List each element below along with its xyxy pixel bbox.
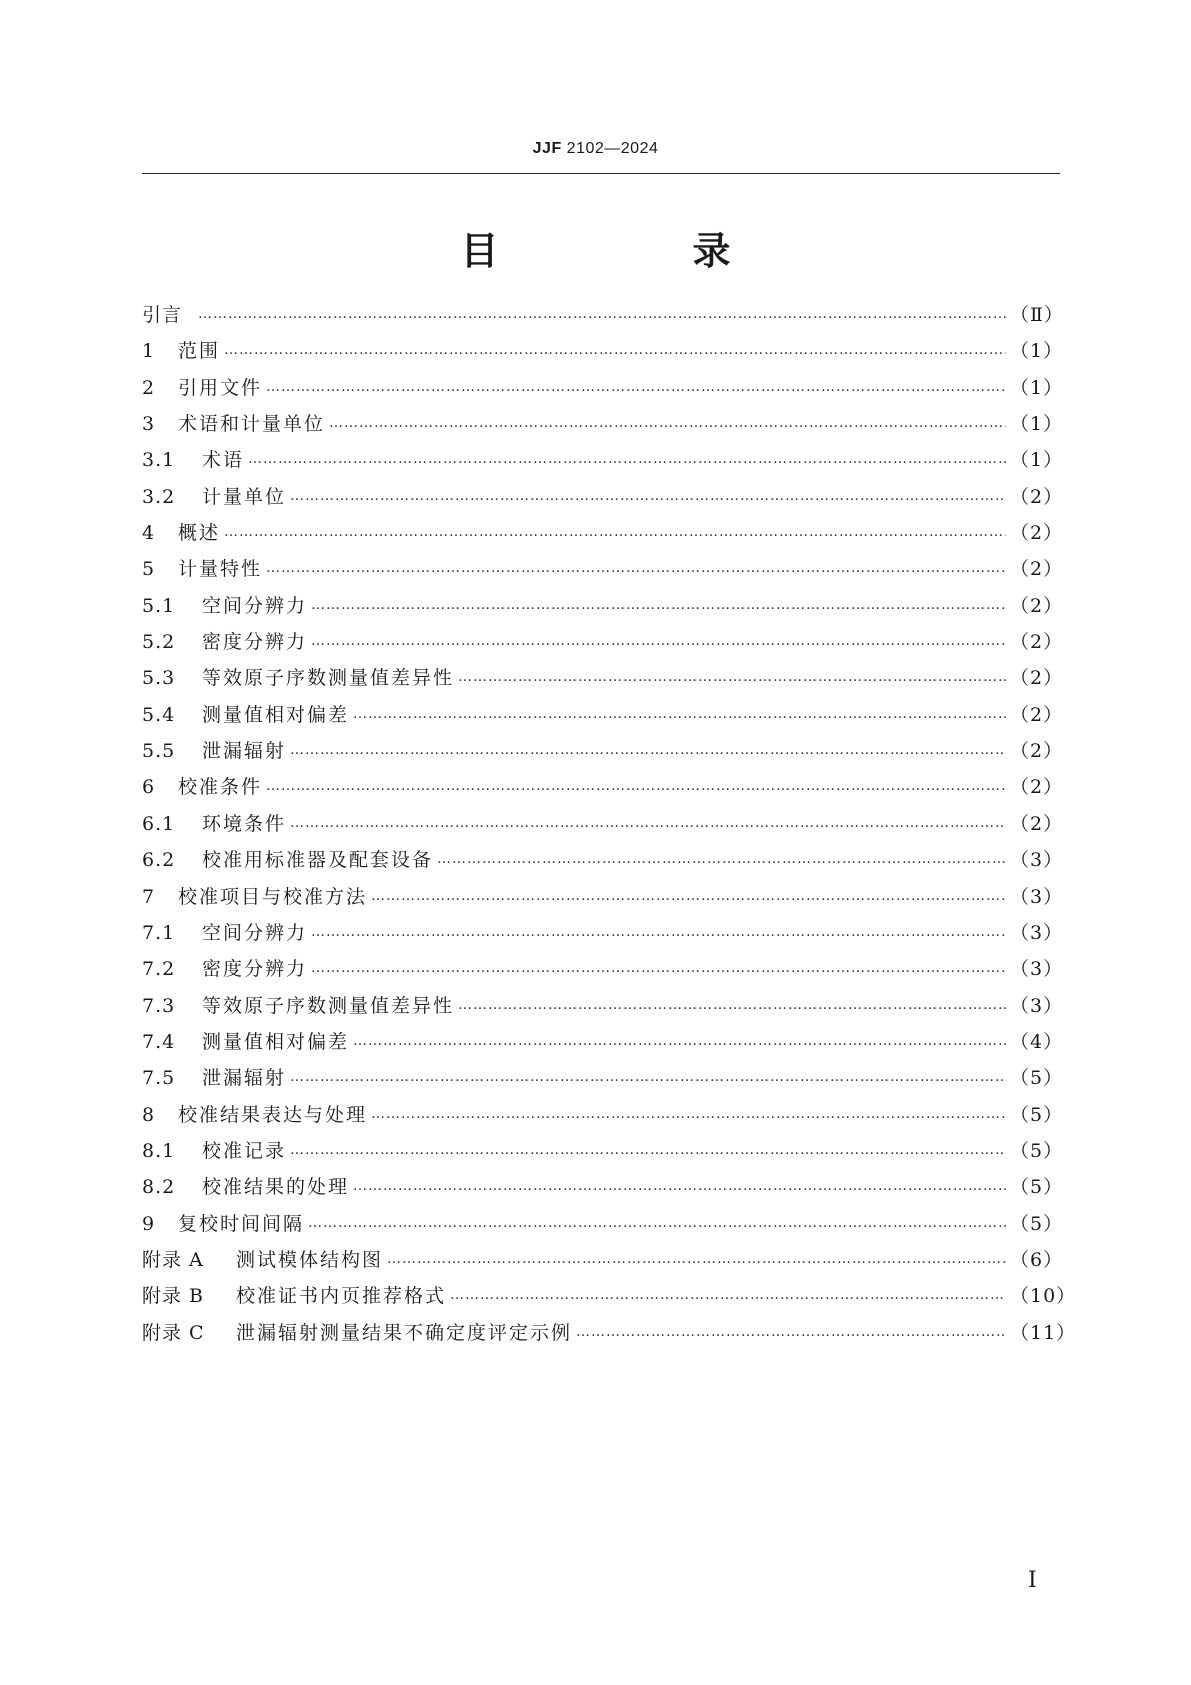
toc-leader-dots <box>311 924 1006 940</box>
toc-entry[interactable] <box>142 627 1064 663</box>
toc-entry[interactable] <box>142 300 1064 336</box>
toc-entry-number: 8.1 <box>142 1139 176 1162</box>
toc-entry-page: （2） <box>1010 522 1064 545</box>
toc-entry-label: 术语和计量单位 <box>178 413 326 436</box>
toc-entry-label: 术语 <box>202 449 245 472</box>
toc-leader-dots <box>224 524 1006 540</box>
toc-entry-number: 引言 <box>142 304 183 326</box>
toc-entry[interactable] <box>142 1027 1064 1063</box>
toc-entry-label: 计量单位 <box>202 485 287 508</box>
toc-entry-number: 6.1 <box>142 812 176 835</box>
toc-leader-dots <box>311 597 1006 613</box>
toc-entry-page: （5） <box>1010 1139 1064 1162</box>
document-code-number: 2102—2024 <box>566 140 659 157</box>
page-number: I <box>1028 1568 1037 1593</box>
toc-entry-page: （2） <box>1010 703 1064 726</box>
toc-leader-dots <box>311 633 1006 649</box>
toc-entry-label: 空间分辨力 <box>202 594 308 617</box>
toc-entry-number: 7.5 <box>142 1067 176 1090</box>
toc-leader-dots <box>266 560 1006 576</box>
toc-leader-dots <box>290 488 1006 504</box>
toc-leader-dots <box>248 451 1006 467</box>
toc-entry[interactable] <box>142 809 1064 845</box>
document-code <box>0 140 1191 158</box>
toc-entry-number: 附录 C <box>142 1321 205 1344</box>
toc-entry[interactable] <box>142 845 1064 881</box>
toc-leader-dots <box>290 1069 1006 1085</box>
toc-entry[interactable] <box>142 1245 1064 1281</box>
toc-entry-page: （2） <box>1010 558 1064 581</box>
toc-leader-dots <box>329 415 1006 431</box>
toc-entry[interactable] <box>142 1318 1077 1354</box>
toc-leader-dots <box>266 379 1006 395</box>
toc-entry-label: 校准证书内页推荐格式 <box>236 1285 447 1308</box>
toc-entry-number: 6.2 <box>142 849 176 872</box>
toc-entry-number: 7.1 <box>142 921 176 944</box>
toc-entry-page: （2） <box>1010 594 1064 617</box>
toc-entry[interactable] <box>142 663 1064 699</box>
toc-entry-page: （2） <box>1010 776 1064 799</box>
toc-entry[interactable] <box>142 1063 1064 1099</box>
toc-entry[interactable] <box>142 918 1064 954</box>
toc-leader-dots <box>458 669 1006 685</box>
toc-entry[interactable] <box>142 1172 1064 1208</box>
toc-entry-label: 等效原子序数测量值差异性 <box>202 667 455 690</box>
toc-entry[interactable] <box>142 1100 1064 1136</box>
toc-entry[interactable] <box>142 954 1064 990</box>
toc-entry-number: 5.5 <box>142 740 176 763</box>
toc-entry-number: 7.3 <box>142 994 176 1017</box>
toc-leader-dots <box>311 960 1006 976</box>
toc-entry[interactable] <box>142 591 1064 627</box>
toc-entry-page: （2） <box>1010 631 1064 654</box>
toc-entry-number: 3.2 <box>142 485 176 508</box>
toc-entry-label: 测试模体结构图 <box>236 1248 384 1271</box>
toc-entry-page: （5） <box>1010 1212 1064 1235</box>
toc-leader-dots <box>371 888 1006 904</box>
toc-entry-page: （3） <box>1010 921 1064 944</box>
toc-entry[interactable] <box>142 336 1064 372</box>
toc-entry-label: 校准结果表达与处理 <box>178 1103 368 1126</box>
toc-entry-label: 复校时间间隔 <box>178 1212 305 1235</box>
toc-entry[interactable] <box>142 736 1064 772</box>
toc-entry-page: （3） <box>1010 885 1064 908</box>
toc-leader-dots <box>353 706 1006 722</box>
toc-entry-page: （6） <box>1010 1248 1064 1271</box>
toc-entry-number: 8 <box>142 1103 156 1126</box>
toc-entry-label: 校准项目与校准方法 <box>178 885 368 908</box>
toc-entry-page: （2） <box>1010 485 1064 508</box>
document-code-prefix: JJF <box>532 140 562 157</box>
toc-entry-label: 引用文件 <box>178 376 263 399</box>
toc-entry-number: 2 <box>142 376 156 399</box>
toc-leader-dots <box>290 815 1006 831</box>
toc-entry-number: 6 <box>142 776 156 799</box>
toc-leader-dots <box>266 778 1006 794</box>
toc-entry-label: 密度分辨力 <box>202 631 308 654</box>
toc-entry-page: （5） <box>1010 1176 1064 1199</box>
toc-entry-number: 5.3 <box>142 667 176 690</box>
toc-entry-number: 5.4 <box>142 703 176 726</box>
toc-title: 目 录 <box>460 229 809 273</box>
toc-entry-number: 7.4 <box>142 1030 176 1053</box>
toc-leader-dots <box>458 997 1006 1013</box>
toc-entry-label: 测量值相对偏差 <box>202 703 350 726</box>
toc-entry-page: （1） <box>1010 376 1064 399</box>
toc-entry-label: 校准用标准器及配套设备 <box>202 849 434 872</box>
toc-entry-page: （11） <box>1010 1321 1077 1344</box>
toc-entry-label: 等效原子序数测量值差异性 <box>202 994 455 1017</box>
toc-entry-label: 校准结果的处理 <box>202 1176 350 1199</box>
toc-entry[interactable] <box>142 1136 1064 1172</box>
toc-leader-dots <box>198 306 1006 322</box>
toc-leader-dots <box>371 1106 1006 1122</box>
toc-entry-page: （3） <box>1010 994 1064 1017</box>
toc-entry-page: （2） <box>1010 812 1064 835</box>
toc-entry-number: 3 <box>142 413 156 436</box>
toc-entry-page: （5） <box>1010 1103 1064 1126</box>
toc-entry[interactable] <box>142 772 1064 808</box>
toc-entry-page: （1） <box>1010 413 1064 436</box>
toc-entry[interactable] <box>142 1209 1064 1245</box>
toc-entry[interactable] <box>142 482 1064 518</box>
toc-entry-label: 校准记录 <box>202 1139 287 1162</box>
toc-entry-number: 7.2 <box>142 958 176 981</box>
toc-leader-dots <box>290 742 1006 758</box>
toc-entry[interactable] <box>142 882 1064 918</box>
toc-entry-number: 1 <box>142 340 156 363</box>
toc-entry-page: （2） <box>1010 740 1064 763</box>
toc-entry-page: （1） <box>1010 449 1064 472</box>
toc-leader-dots <box>437 851 1006 867</box>
toc-leader-dots <box>353 1033 1006 1049</box>
toc-entry-number: 5 <box>142 558 156 581</box>
toc-entry[interactable] <box>142 554 1064 590</box>
toc-entry-page: （2） <box>1010 667 1064 690</box>
toc-entry-number: 5.1 <box>142 594 176 617</box>
toc-entry-page: （5） <box>1010 1067 1064 1090</box>
toc-entry[interactable] <box>142 518 1064 554</box>
toc-entry[interactable] <box>142 409 1064 445</box>
toc-leader-dots <box>290 1142 1006 1158</box>
toc-entry-number: 8.2 <box>142 1176 176 1199</box>
toc-entry-number: 3.1 <box>142 449 176 472</box>
header-rule <box>142 173 1060 174</box>
toc-entry-label: 计量特性 <box>178 558 263 581</box>
toc-entry-label: 泄漏辐射测量结果不确定度评定示例 <box>236 1321 573 1344</box>
toc-leader-dots <box>353 1178 1006 1194</box>
toc-entry-number: 9 <box>142 1212 156 1235</box>
toc-entry[interactable] <box>142 991 1064 1027</box>
toc-entry-label: 密度分辨力 <box>202 958 308 981</box>
toc-entry-page: （10） <box>1010 1285 1077 1308</box>
toc-leader-dots <box>387 1251 1006 1267</box>
toc-entry-label: 范围 <box>178 340 221 363</box>
toc-entry-number: 附录 B <box>142 1285 205 1308</box>
toc-entry[interactable] <box>142 700 1064 736</box>
toc-entry-number: 4 <box>142 522 156 545</box>
toc-leader-dots <box>450 1287 1006 1303</box>
toc-entry[interactable] <box>142 1281 1077 1317</box>
toc-entry-page: （4） <box>1010 1030 1064 1053</box>
toc-entry[interactable] <box>142 373 1064 409</box>
toc-entry-label: 环境条件 <box>202 812 287 835</box>
toc-entry-page: （Ⅱ） <box>1010 304 1064 326</box>
toc-entry-label: 泄漏辐射 <box>202 740 287 763</box>
toc-entry-number: 5.2 <box>142 631 176 654</box>
table-of-contents <box>142 300 1077 1354</box>
toc-entry-page: （3） <box>1010 958 1064 981</box>
toc-leader-dots <box>576 1324 1006 1340</box>
toc-leader-dots <box>308 1215 1006 1231</box>
toc-entry-label: 泄漏辐射 <box>202 1067 287 1090</box>
toc-entry-label: 测量值相对偏差 <box>202 1030 350 1053</box>
toc-entry-number: 附录 A <box>142 1248 204 1271</box>
toc-entry-label: 校准条件 <box>178 776 263 799</box>
toc-entry-page: （1） <box>1010 340 1064 363</box>
toc-entry[interactable] <box>142 445 1064 481</box>
toc-entry-page: （3） <box>1010 849 1064 872</box>
toc-entry-label: 概述 <box>178 522 221 545</box>
toc-leader-dots <box>224 342 1006 358</box>
toc-entry-label: 空间分辨力 <box>202 921 308 944</box>
toc-entry-number: 7 <box>142 885 156 908</box>
